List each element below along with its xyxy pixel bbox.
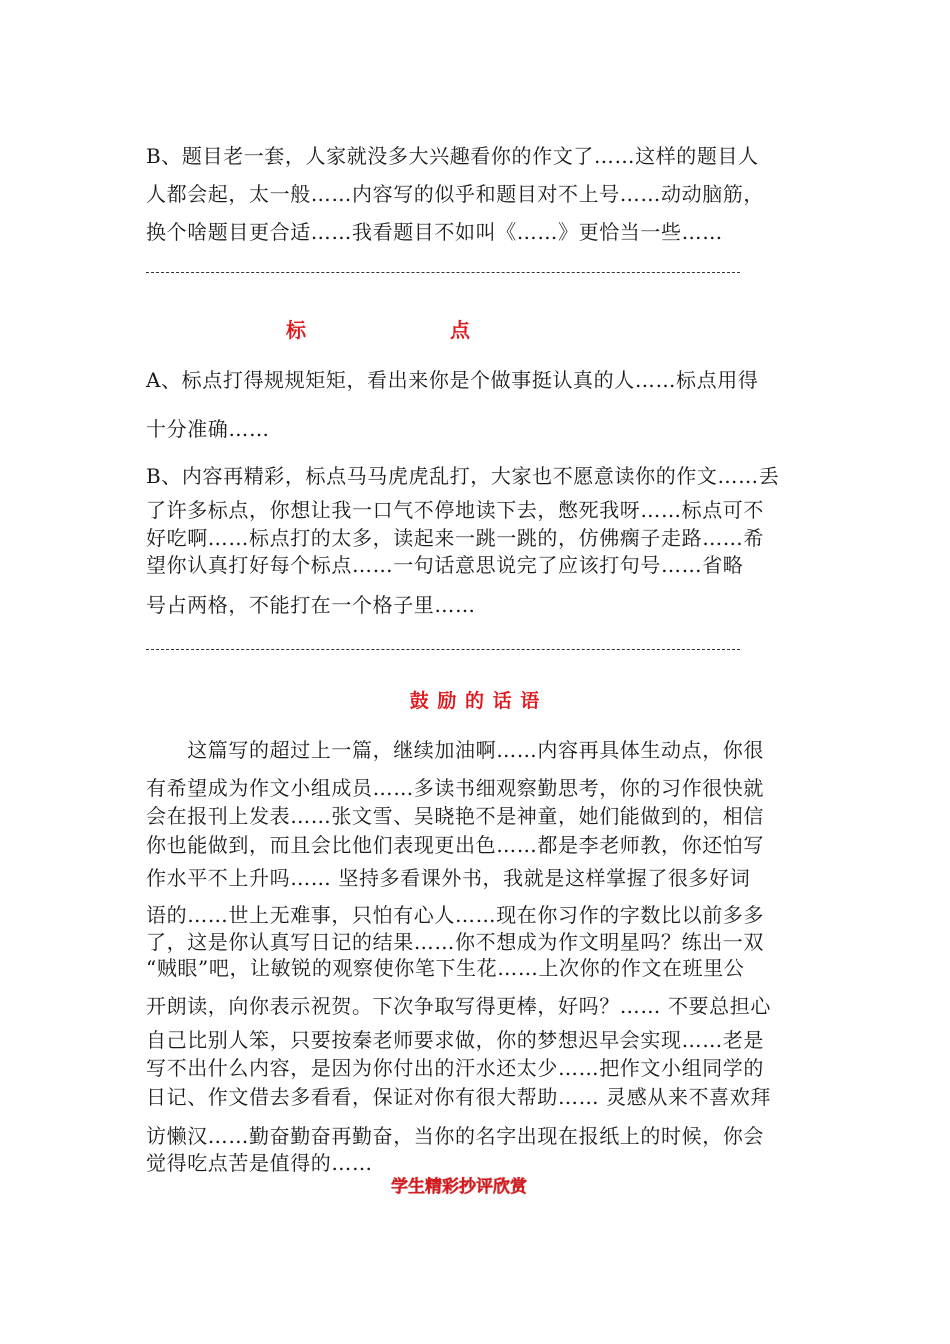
encourage-line-4: 你也能做到，而且会比他们表现更出色……都是李老师教，你还怕写: [146, 833, 764, 857]
punctuation-b-line-5: 号占两格，不能打在一个格子里……: [146, 593, 476, 617]
punctuation-b-line-1: B、内容再精彩，标点马马虎虎乱打，大家也不愿意读你的作文……丢: [146, 464, 780, 488]
encourage-line-11: 写不出什么内容，是因为你付出的汗水还太少……把作文小组同学的: [146, 1056, 764, 1080]
punctuation-heading-right: 点: [450, 318, 470, 342]
encourage-line-1: 这篇写的超过上一篇，继续加油啊……内容再具体生动点，你很: [146, 738, 764, 762]
title-b-line-3: 换个啥题目更合适……我看题目不如叫《……》更恰当一些……: [146, 220, 723, 244]
encourage-line-10: 自己比别人笨，只要按秦老师要求做，你的梦想迟早会实现……老是: [146, 1028, 764, 1052]
separator-2: [146, 649, 740, 650]
title-b-line-1: B、题目老一套，人家就没多大兴趣看你的作文了……这样的题目人: [146, 144, 759, 168]
encourage-line-7: 了，这是你认真写日记的结果……你不想成为作文明星吗？练出一双: [146, 930, 764, 954]
encourage-line-12: 日记、作文借去多看看，保证对你有很大帮助…… 灵感从来不喜欢拜: [146, 1085, 771, 1109]
encourage-line-3: 会在报刊上发表……张文雪、吴晓艳不是神童，她们能做到的，相信: [146, 804, 764, 828]
punctuation-a-line-2: 十分准确……: [146, 417, 270, 441]
encourage-line-9: 开朗读，向你表示祝贺。下次争取写得更棒，好吗？…… 不要总担心: [146, 994, 771, 1018]
encourage-line-8: “贼眼”吧，让敏锐的观察使你笔下生花……上次你的作文在班里公: [146, 956, 745, 980]
student-showcase-heading: 学生精彩抄评欣赏: [391, 1177, 527, 1197]
punctuation-b-line-4: 望你认真打好每个标点……一句话意思说完了应该打句号……省略: [146, 553, 744, 577]
encourage-line-5: 作水平不上升吗…… 坚持多看课外书，我就是这样掌握了很多好词: [146, 866, 751, 890]
punctuation-b-line-3: 好吃啊……标点打的太多，读起来一跳一跳的，仿佛瘸子走路……希: [146, 526, 764, 550]
punctuation-heading-left: 标: [286, 318, 306, 342]
encourage-line-13: 访懒汉……勤奋勤奋再勤奋，当你的名字出现在报纸上的时候，你会: [146, 1124, 764, 1148]
encourage-line-6: 语的……世上无难事，只怕有心人……现在你习作的字数比以前多多: [146, 903, 764, 927]
punctuation-a-line-1: A、标点打得规规矩矩，看出来你是个做事挺认真的人……标点用得: [146, 368, 759, 392]
punctuation-b-line-2: 了许多标点，你想让我一口气不停地读下去，憋死我呀……标点可不: [146, 498, 764, 522]
separator-1: [146, 272, 740, 273]
encourage-line-14: 觉得吃点苦是值得的……: [146, 1151, 373, 1175]
title-b-line-2: 人都会起，太一般……内容写的似乎和题目对不上号……动动脑筋，: [146, 182, 764, 206]
encourage-line-2: 有希望成为作文小组成员……多读书细观察勤思考，你的习作很快就: [146, 776, 764, 800]
encourage-heading: 鼓 励 的 话 语: [409, 690, 541, 712]
